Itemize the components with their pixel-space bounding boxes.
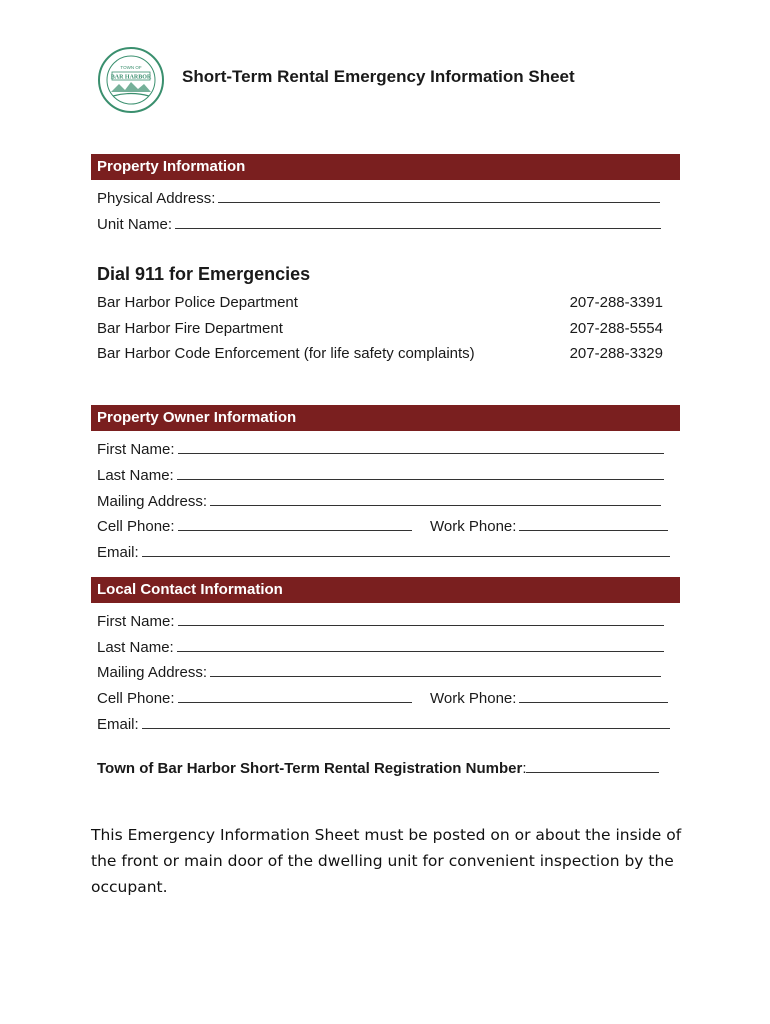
registration-number-field[interactable] [97, 758, 659, 777]
local-last-name-field[interactable] [97, 637, 664, 656]
owner-cell-phone-line[interactable] [178, 516, 412, 531]
registration-number-line[interactable] [526, 758, 659, 773]
svg-text:BAR HARBOR: BAR HARBOR [110, 74, 152, 81]
unit-name-line[interactable] [175, 214, 661, 229]
physical-address-line[interactable] [218, 188, 660, 203]
contact-phone: 207-288-3391 [569, 294, 663, 311]
email-label: Email: [97, 544, 139, 561]
local-mailing-address-field[interactable] [97, 662, 661, 681]
owner-first-name-field[interactable] [97, 439, 664, 458]
contact-name: Bar Harbor Code Enforcement (for life safety complaints) [97, 345, 475, 362]
mailing-address-label: Mailing Address: [97, 493, 208, 510]
first-name-label: First Name: [97, 613, 175, 630]
contact-name: Bar Harbor Police Department [97, 294, 298, 311]
contact-phone: 207-288-5554 [569, 320, 663, 337]
contact-name: Bar Harbor Fire Department [97, 320, 283, 337]
cell-phone-label: Cell Phone: [97, 518, 175, 535]
local-mailing-address-line[interactable] [210, 662, 661, 677]
last-name-label: Last Name: [97, 639, 174, 656]
work-phone-label: Work Phone: [430, 518, 517, 535]
local-email-line[interactable] [142, 714, 670, 729]
owner-email-field[interactable] [97, 542, 670, 561]
registration-number-label: Town of Bar Harbor Short-Term Rental Registration Number [97, 760, 523, 777]
unit-name-label: Unit Name: [97, 216, 173, 233]
owner-first-name-line[interactable] [178, 439, 664, 454]
work-phone-label: Work Phone: [430, 690, 517, 707]
owner-mailing-address-line[interactable] [210, 491, 661, 506]
registration-number-colon: : [522, 760, 527, 777]
page-title: Short-Term Rental Emergency Information Sheet [182, 67, 575, 86]
section-header-owner: Property Owner Information [91, 405, 680, 431]
first-name-label: First Name: [97, 441, 175, 458]
physical-address-field[interactable] [97, 188, 660, 207]
local-first-name-field[interactable] [97, 611, 664, 630]
local-cell-phone-field[interactable] [97, 688, 412, 707]
section-header-local-contact: Local Contact Information [91, 577, 680, 603]
contact-row-police [97, 294, 663, 311]
emergency-heading: Dial 911 for Emergencies [97, 264, 311, 284]
email-label: Email: [97, 716, 139, 733]
mailing-address-label: Mailing Address: [97, 664, 208, 681]
local-email-field[interactable] [97, 714, 670, 733]
local-work-phone-line[interactable] [519, 688, 668, 703]
last-name-label: Last Name: [97, 467, 174, 484]
local-last-name-line[interactable] [177, 637, 664, 652]
unit-name-field[interactable] [97, 214, 661, 233]
physical-address-label: Physical Address: [97, 190, 216, 207]
owner-work-phone-line[interactable] [519, 516, 668, 531]
local-work-phone-field[interactable] [430, 688, 668, 707]
contact-row-code-enforcement [97, 345, 663, 362]
section-header-property: Property Information [91, 154, 680, 180]
contact-row-fire [97, 320, 663, 337]
owner-work-phone-field[interactable] [430, 516, 668, 535]
contact-phone: 207-288-3329 [569, 345, 663, 362]
owner-email-line[interactable] [142, 542, 670, 557]
owner-last-name-line[interactable] [177, 465, 664, 480]
svg-text:TOWN OF: TOWN OF [120, 65, 142, 70]
town-seal-logo [97, 46, 165, 114]
local-cell-phone-line[interactable] [178, 688, 412, 703]
local-first-name-line[interactable] [178, 611, 664, 626]
cell-phone-label: Cell Phone: [97, 690, 175, 707]
owner-last-name-field[interactable] [97, 465, 664, 484]
owner-mailing-address-field[interactable] [97, 491, 661, 510]
owner-cell-phone-field[interactable] [97, 516, 412, 535]
posting-notice: This Emergency Information Sheet must be posted on or about the inside of the front or main door of the dwelling unit for convenient inspection by the occupant. [91, 826, 682, 896]
